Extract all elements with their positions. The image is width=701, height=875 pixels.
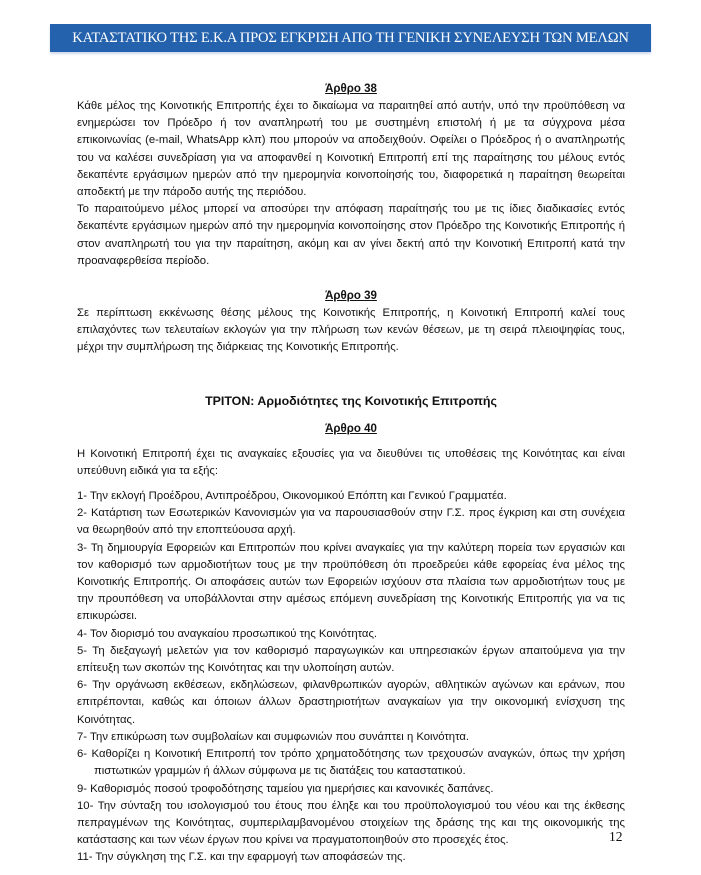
section-title-triton: ΤΡΙΤΟΝ: Αρμοδιότητες της Κοινοτικής Επιτροπής (205, 393, 497, 408)
article-38-title: Άρθρο 38 (325, 83, 377, 95)
spacer (77, 411, 625, 421)
article-40-item-8: 6- Καθορίζει η Κοινοτική Επιτροπή τον τρόπο χρηματοδότησης των τρεχουσών αναγκών, όπως την χρήση πιστωτικών γραμμών ή άλλων σύμφωνα με τις διατάξεις του καταστατικού. (77, 748, 625, 778)
article-40-item-5: 5- Τη διεξαγωγή μελετών για τον καθορισμό παραγωγικών και υπηρεσιακών έργων απαιτούμενα για την επίτευξη των σκοπών της Κοινότητας και την υλοποίηση αυτών. (77, 644, 625, 675)
document-title: ΚΑΤΑΣΤΑΤΙΚΟ ΤΗΣ Ε.Κ.Α ΠΡΟΣ ΕΓΚΡΙΣΗ ΑΠΟ ΤΗ ΓΕΝΙΚΗ ΣΥΝΕΛΕΥΣΗ ΤΩΝ ΜΕΛΩΝ (72, 29, 629, 46)
spacer (77, 375, 625, 393)
article-40-item-3: 3- Τη δημιουργία Εφορειών και Επιτροπών που κρίνει αναγκαίες για την καλύτερη πορεία των εργασιών και τον καθορισμό των αρμοδιοτήτων τους με την προϋπόθεση ότι προεδρεύει κάθε εφορείας ένα μέλος της Κοινοτικής Επιτροπής. Οι αποφάσεις αυτών των Εφορειών ισχύουν στα πλαίσια των αρμοδιοτήτων τους με την προυπόθεση να υποβάλλονται στην αμέσως επόμενη συνεδρίαση της Κοινοτικής Επιτροπής για να τις επικυρώσει. (77, 541, 625, 623)
article-38-paragraph-2: Το παραιτούμενο μέλος μπορεί να αποσύρει την απόφαση παραίτησής του με τις ίδιες διαδικασίες εντός δεκαπέντε εργάσιμων ημερών από την ημερομηνία κοινοποίησης στον Πρόεδρο της Κοινοτικής Επιτροπής ή στον αναπληρωτή του για την παραίτηση, ακόμη και αν γίνει δεκτή από την Κοινοτική Επιτροπή κατά την προαναφερθείσα περίοδο. (77, 203, 625, 267)
article-40-item-7: 7- Την επικύρωση των συμβολαίων και συμφωνιών που συνάπτει η Κοινότητα. (77, 730, 470, 743)
article-39-paragraph-1: Σε περίπτωση εκκένωσης θέσης μέλους της Κοινοτικής Επιτροπής, η Κοινοτική Επιτροπή καλεί τους επιλαχόντες των τελευταίων εκλογών για την πλήρωση των κενών θέσεων, με τη σειρά πλειοψηφίας τους, μέχρι την συμπλήρωση της διάρκειας της Κοινοτικής Επιτροπής. (77, 307, 625, 354)
document-header-bar (50, 24, 651, 52)
spacer (77, 270, 625, 288)
article-40-item-6: 6- Την οργάνωση εκθέσεων, εκδηλώσεων, φιλανθρωπικών αγορών, αθλητικών αγώνων και εράνων, που επιτρέπονται, καθώς και όποιων άλλων δραστηριοτήτων αναγκαίων για την οικονομική ενίσχυση της Κοινότητας. (77, 679, 625, 726)
article-40-item-2: 2- Κατάρτιση των Εσωτερικών Κανονισμών για να παρουσιασθούν στην Γ.Σ. προς έγκριση και στη συνέχεια να θεωρηθούν από την εποπτεύουσα αρχή. (77, 507, 625, 537)
document-body (77, 81, 625, 867)
article-40-title: Άρθρο 40 (325, 422, 377, 435)
article-40-item-9: 9- Καθορισμός ποσού τροφοδότησης ταμείου για ημερήσιες και κανονικές δαπάνες. (77, 782, 494, 795)
article-40-item-1: 1- Την εκλογή Προέδρου, Αντιπροέδρου, Οικονομικού Επόπτη και Γενικού Γραμματέα. (77, 490, 507, 503)
article-39-title: Άρθρο 39 (325, 290, 377, 303)
spacer (77, 480, 625, 488)
article-40-item-11: 11- Την σύγκληση της Γ.Σ. και την εφαρμογή των αποφάσεών της. (77, 851, 406, 864)
spacer (77, 357, 625, 375)
spacer (77, 438, 625, 446)
article-40-item-10: 10- Την σύνταξη του ισολογισμού του έτους που έληξε και του προϋπολογισμού του νέου και της έκθεσης πεπραγμένων της Κοινότητας, συμπεριλαμβανομένου στοιχείων της δράσης της και της οικονομικής της κατάστασης και των νέων έργων που κρίνει να πραγματοποιηθούν στο προσεχές έτος. (77, 799, 625, 847)
article-40-item-4: 4- Τον διορισμό του αναγκαίου προσωπικού της Κοινότητας. (77, 627, 378, 640)
article-40-intro: Η Κοινοτική Επιτροπή έχει τις αναγκαίες εξουσίες για να διευθύνει τις υποθέσεις της Κοινότητας και είναι υπεύθυνη ειδικά για τα εξής: (77, 447, 625, 477)
article-38-paragraph-1: Κάθε μέλος της Κοινοτικής Επιτροπής έχει το δικαίωμα να παραιτηθεί από αυτήν, υπό την προϋπόθεση να ενημερώσει τον Πρόεδρο ή τον αναπληρωτή του με συστημένη επιστολή ή με τα σύγχρονα μέσα επικοινωνίας (e-mail, WhatsApp κλπ) που μπορούν να αποδειχθούν. Οφείλει ο Πρόεδρος ή ο αναπληρωτής του να καλέσει συνεδρίαση για να αποφανθεί η Κοινοτική Επιτροπή επί της παραίτησης του μέλους εντός δεκαπέντε εργάσιμων ημερών από την ημερομηνία κοινοποίησής του, διαφορετικά η παραίτηση θεωρείται αποδεκτή με την πάροδο αυτής της περιόδου. (77, 100, 625, 199)
page-number: 12 (609, 829, 623, 844)
